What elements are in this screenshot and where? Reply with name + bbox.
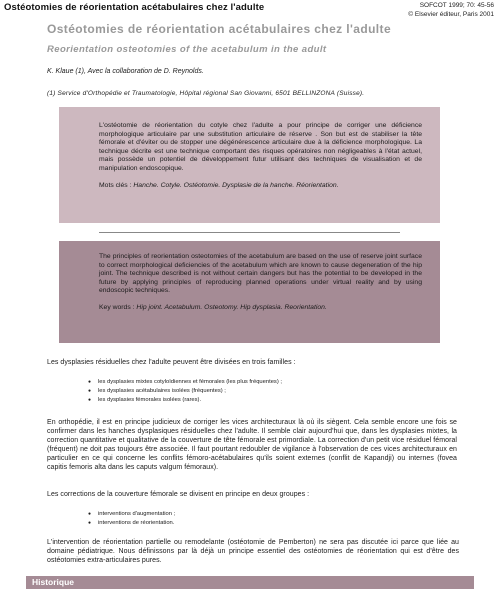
article-title-fr: Ostéotomies de réorientation acétabulaires chez l'adulte: [47, 22, 392, 36]
keywords-en-list: Hip joint. Acetabulum. Osteotomy. Hip dysplasia. Reorientation.: [136, 303, 327, 311]
running-title: Ostéotomies de réorientation acétabulaires chez l'adulte: [4, 2, 265, 13]
abstract-en-box: [59, 241, 440, 343]
abstract-en-text: The principles of reorientation osteotomies of the acetabulum are based on the use of reserve joint surface to correct morphological deficiencies of the acetabulum which are known to cause degeneration of the hip joint. The technique described is not without certain dangers but has the potential to be developed in the future by applying principles of reproducing planned operations under virtual reality and by using endoscopic techniques.: [99, 253, 422, 295]
keywords-fr-label: Mots clés :: [99, 181, 132, 189]
keywords-fr-list: Hanche. Cotyle. Ostéotomie. Dysplasie de la hanche. Réorientation.: [133, 181, 339, 189]
publisher-copyright: © Elsevier éditeur, Paris 2001: [408, 10, 494, 18]
journal-citation: SOFCOT 1999; 70: 45-56: [419, 2, 494, 9]
section-heading-bar: [26, 576, 474, 589]
list-item: ● interventions de réorientation.: [88, 519, 175, 528]
keywords-fr: [99, 182, 422, 189]
paragraph-corrections: Les corrections de la couverture fémorale se divisent en principe en deux groupes :: [47, 491, 310, 498]
keywords-en: [99, 304, 422, 311]
authors: K. Klaue (1), Avec la collaboration de D. Reynolds.: [47, 68, 204, 75]
dysplasia-family-list: [88, 378, 282, 405]
abstract-fr-text: L'ostéotomie de réorientation du cotyle chez l'adulte a pour principe de corriger une déficience morphologique articulaire par une substitution articulaire de réserve . Son but est de stabiliser la tête fémorale et d'éviter ou de stopper une dégénérescence articulaire due à la déficience morphologique. La technique décrite est une technique comportant des risques opératoires non négligeables à l'état actuel, mais possède un potentiel de développement futur utilisant des techniques de visualisation et de manipulation endoscopique.: [99, 122, 422, 172]
keywords-en-label: Key words :: [99, 303, 135, 311]
section-heading: Historique: [32, 577, 75, 587]
list-item: ● les dysplasies fémorales isolées (rares).: [88, 396, 282, 405]
journal-reference: [408, 2, 494, 19]
paragraph-orthopedics: En orthopédie, il est en principe judicieux de corriger les vices architecturaux là où ils siègent. Cela semble encore une fois se confirmer dans les hanches dysplasiques résiduelles chez l'adulte. Il semble clair aujourd'hui que, dans les dysplasies mixtes, la correction quantitative et qualitative de la couverture de tête fémorale est primordiale. La correction d'un petit vice résiduel fémoral (fréquent) ne doit pas toujours être associée. Il faut pourtant redoubler de vigilance à l'observation de ces vices architecturaux en particulier en ce qui concerne les conflits fémoro-acétabulaires qu'ils soient externes (conflit de Kapandji) ou internes (fovea capitis femoris alta dans les caputs valgum fémoraux).: [47, 419, 457, 472]
paragraph-dysplasia-families: Les dysplasies résiduelles chez l'adulte peuvent être divisées en trois familles :: [47, 359, 296, 366]
abstract-fr-box: [59, 107, 440, 223]
list-item: ● interventions d'augmentation ;: [88, 510, 175, 519]
list-item: ● les dysplasies acétabulaires isolées (fréquentes) ;: [88, 387, 282, 396]
list-item: ● les dysplasies mixtes cotyloïdiennes et fémorales (les plus fréquentes) ;: [88, 378, 282, 387]
paragraph-pemberton: L'intervention de réorientation partielle ou remodelante (ostéotomie de Pemberton) ne sera pas discutée ici parce que liée au domaine pédiatrique. Nous définissons par là déjà un principe essentiel des ostéotomies de réorientation qui est d'être des ostéotomies extra-articulaires pures.: [47, 539, 459, 565]
correction-group-list: [88, 510, 175, 528]
article-title-en: Reorientation osteotomies of the acetabulum in the adult: [47, 44, 327, 55]
affiliation: (1) Service d'Orthopédie et Traumatologie, Hôpital régional San Giovanni, 6501 BELLINZONA (Suisse).: [47, 90, 365, 97]
